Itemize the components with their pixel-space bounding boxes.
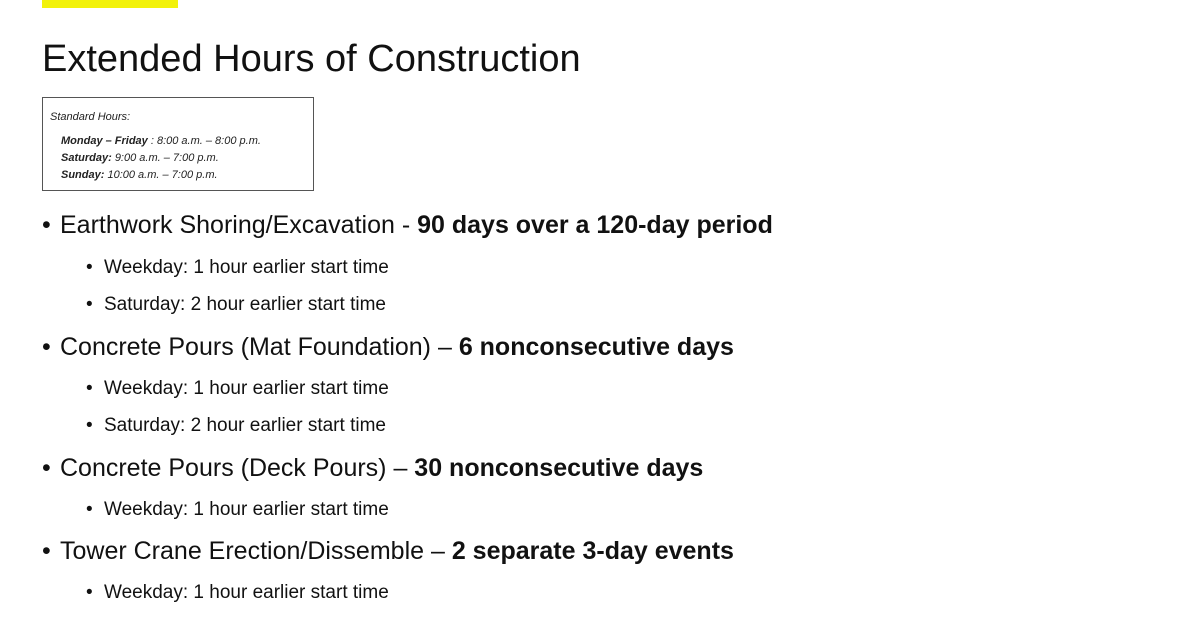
subbullet-text: Weekday: 1 hour earlier start time xyxy=(104,378,389,399)
subbullet-item xyxy=(86,378,389,400)
bullet-dot: • xyxy=(42,537,51,565)
title-accent-bar xyxy=(42,0,178,8)
hours-day-label: Saturday: xyxy=(61,152,112,164)
bullet-dot: • xyxy=(86,415,93,436)
hours-line-sunday xyxy=(61,169,218,181)
subbullet-text: Weekday: 1 hour earlier start time xyxy=(104,582,389,603)
bullet-dot: • xyxy=(86,582,93,603)
bullet-tower-crane xyxy=(42,537,734,566)
bullet-dot: • xyxy=(86,257,93,278)
hours-value: 8:00 a.m. – 8:00 p.m. xyxy=(156,135,261,147)
bullet-earthwork xyxy=(42,211,773,240)
bullet-dot: • xyxy=(86,294,93,315)
standard-hours-box xyxy=(42,97,314,191)
bullet-label: Concrete Pours (Deck Pours) – xyxy=(60,454,415,482)
bullet-dot: • xyxy=(86,499,93,520)
subbullet-text: Saturday: 2 hour earlier start time xyxy=(104,415,386,436)
bullet-emphasis: 2 separate 3-day events xyxy=(451,537,734,565)
subbullet-text: Saturday: 2 hour earlier start time xyxy=(104,294,386,315)
hours-value: 9:00 a.m. – 7:00 p.m. xyxy=(114,152,219,164)
hours-day-label: Monday – Friday xyxy=(61,135,148,147)
hours-line-weekday xyxy=(61,135,261,147)
hours-day-label: Sunday: xyxy=(61,169,105,181)
standard-hours-heading: Standard Hours: xyxy=(50,111,131,123)
subbullet-item xyxy=(86,415,386,437)
slide-title: Extended Hours of Construction xyxy=(42,38,581,80)
subbullet-text: Weekday: 1 hour earlier start time xyxy=(104,499,389,520)
bullet-deck-pours xyxy=(42,454,703,483)
subbullet-item xyxy=(86,294,386,316)
bullet-label: Tower Crane Erection/Dissemble – xyxy=(60,537,452,565)
bullet-label: Concrete Pours (Mat Foundation) – xyxy=(60,333,459,361)
hours-value: 10:00 a.m. – 7:00 p.m. xyxy=(107,169,218,181)
bullet-emphasis: 30 nonconsecutive days xyxy=(414,454,704,482)
subbullet-item xyxy=(86,582,389,604)
bullet-emphasis: 6 nonconsecutive days xyxy=(458,333,734,361)
bullet-dot: • xyxy=(42,454,51,482)
hours-separator: : xyxy=(147,135,157,147)
bullet-label: Earthwork Shoring/Excavation - xyxy=(60,211,418,239)
bullet-mat-foundation xyxy=(42,333,734,362)
subbullet-text: Weekday: 1 hour earlier start time xyxy=(104,257,389,278)
bullet-dot: • xyxy=(86,378,93,399)
bullet-dot: • xyxy=(42,333,51,361)
bullet-emphasis: 90 days over a 120-day period xyxy=(417,211,773,239)
subbullet-item xyxy=(86,257,389,279)
bullet-dot: • xyxy=(42,211,51,239)
hours-line-saturday xyxy=(61,152,219,164)
subbullet-item xyxy=(86,499,389,521)
